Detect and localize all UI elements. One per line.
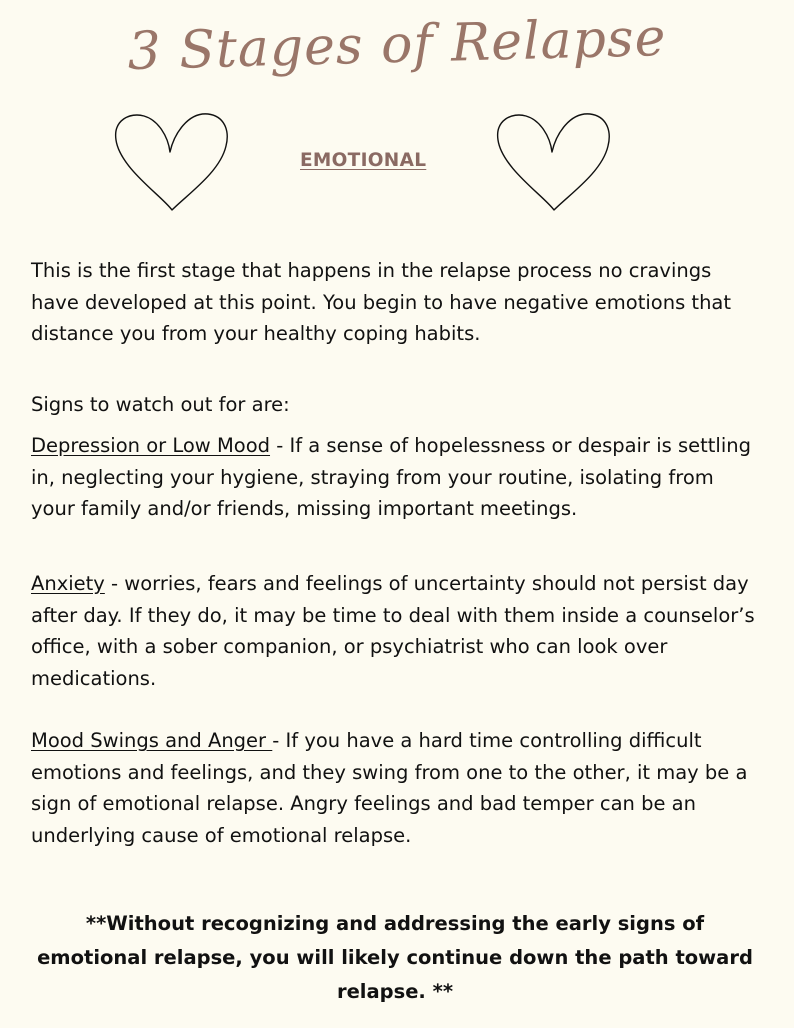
- signs-heading: Signs to watch out for are:: [31, 393, 290, 416]
- section-subtitle: EMOTIONAL: [300, 150, 427, 171]
- closing-note: **Without recognizing and addressing the early signs of emotional relapse, you will likely continue down the path toward relapse. **: [37, 912, 753, 1003]
- sign-description: - If you have a hard time controlling difficult emotions and feelings, and they swing from one to the other, it may be a sign of emotional relapse. Angry feelings and bad temper can be an underlying cause of emotional relapse.: [31, 729, 748, 847]
- heart-icon: [494, 110, 612, 214]
- sign-term: Depression or Low Mood: [31, 434, 271, 457]
- sign-description: - worries, fears and feelings of uncertainty should not persist day after day. If they do, it may be time to deal with them inside a counselor’s office, with a sober companion, or psychiatrist who can look over medications.: [31, 572, 755, 690]
- intro-paragraph: This is the first stage that happens in the relapse process no cravings have developed at this point. You begin to have negative emotions that distance you from your healthy coping habits.: [31, 259, 732, 345]
- sign-anxiety: [31, 568, 761, 694]
- sign-term: Anxiety: [31, 572, 105, 595]
- sign-description: - If a sense of hopelessness or despair is settling in, neglecting your hygiene, straying from your routine, isolating from your family and/or friends, missing important meetings.: [31, 434, 751, 520]
- heart-icon: [112, 110, 230, 214]
- page-title: 3 Stages of Relapse: [126, 7, 668, 83]
- sign-mood-swings: [31, 725, 761, 851]
- sign-depression: [31, 430, 761, 525]
- sign-term: Mood Swings and Anger: [31, 729, 273, 752]
